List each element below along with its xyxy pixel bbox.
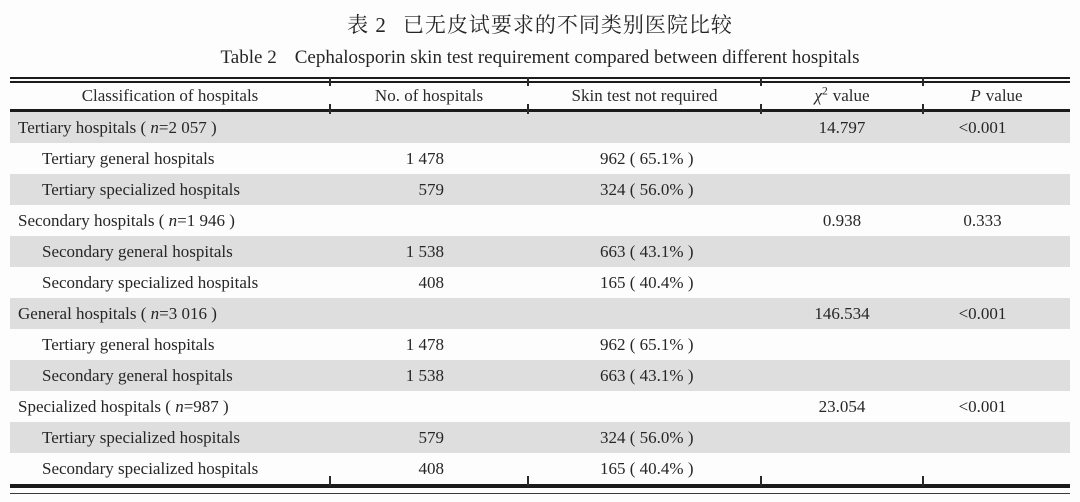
column-header-p — [923, 86, 1070, 106]
column-header-no-of-hospitals: No. of hospitals — [374, 86, 484, 105]
table-title-en — [0, 45, 1080, 70]
column-header-skin-test: Skin test not required — [571, 86, 718, 105]
table-rule-bottom — [10, 484, 1070, 488]
column-divider-tick — [760, 476, 762, 486]
column-divider-tick — [922, 77, 924, 86]
column-divider-tick — [527, 77, 529, 86]
row-n-symbol: n — [150, 303, 160, 323]
column-divider-tick — [329, 104, 331, 114]
table-number-en: Table 2 — [220, 47, 277, 68]
row-label: Secondary specialized hospitals — [42, 458, 259, 478]
table-title-zh — [0, 11, 1080, 39]
cell-classification — [10, 304, 330, 324]
table-row — [10, 205, 1070, 236]
row-label: Tertiary specialized hospitals — [42, 179, 241, 199]
row-label: Tertiary specialized hospitals — [42, 427, 241, 447]
cell-classification — [10, 397, 330, 417]
cell-no-of-hospitals: 1 538 — [405, 365, 444, 385]
table-caption-en: Cephalosporin skin test requirement compared between different hospitals — [294, 47, 860, 68]
row-label: Tertiary general hospitals — [42, 148, 215, 168]
table-row — [10, 453, 1070, 484]
cell-classification — [10, 428, 330, 448]
cell-no-of-hospitals: 408 — [418, 458, 444, 478]
table-number-zh: 表 2 — [347, 13, 387, 37]
chi-symbol: χ — [814, 86, 822, 105]
row-n-value: =987 ) — [183, 396, 229, 416]
column-header-chi2 — [761, 86, 923, 106]
cell-skin-test: 165 ( 40.4% ) — [600, 458, 694, 478]
cell-chi2: 146.534 — [814, 303, 870, 323]
row-n-symbol: n — [150, 117, 159, 137]
cell-classification — [10, 118, 330, 138]
table-row — [10, 267, 1070, 298]
table-row — [10, 236, 1070, 267]
row-n-value: =3 016 ) — [159, 303, 217, 323]
column-divider-tick — [329, 476, 331, 486]
table-rule-bottom-thin — [10, 493, 1070, 495]
row-label: Specialized hospitals ( — [18, 396, 176, 416]
row-label: Tertiary general hospitals — [42, 334, 215, 354]
column-header-classification: Classification of hospitals — [81, 86, 259, 105]
cell-classification — [10, 366, 330, 386]
cell-classification — [10, 211, 330, 231]
column-divider-tick — [760, 77, 762, 86]
row-label: Tertiary hospitals ( — [18, 117, 151, 137]
table-body — [10, 112, 1070, 484]
table-row — [10, 143, 1070, 174]
table-row — [10, 391, 1070, 422]
cell-skin-test: 324 ( 56.0% ) — [600, 427, 694, 447]
row-label: Secondary general hospitals — [42, 365, 233, 385]
cell-no-of-hospitals: 1 478 — [405, 148, 444, 168]
table-row — [10, 422, 1070, 453]
table-caption-zh: 已无皮试要求的不同类别医院比较 — [402, 13, 733, 37]
cell-classification — [10, 335, 330, 355]
column-divider-tick — [760, 104, 762, 114]
row-n-value: =2 057 ) — [158, 117, 217, 137]
p-symbol: P — [970, 86, 981, 105]
table-row — [10, 174, 1070, 205]
cell-p: <0.001 — [958, 117, 1007, 137]
table-row — [10, 329, 1070, 360]
cell-skin-test: 962 ( 65.1% ) — [600, 334, 694, 354]
data-table — [10, 77, 1070, 494]
row-label: Secondary hospitals ( — [18, 210, 169, 230]
cell-skin-test: 165 ( 40.4% ) — [600, 272, 694, 292]
column-divider-tick — [527, 476, 529, 486]
cell-p: <0.001 — [958, 396, 1007, 416]
row-label: General hospitals ( — [18, 303, 151, 323]
row-n-symbol: n — [175, 396, 184, 416]
cell-no-of-hospitals: 408 — [418, 272, 444, 292]
cell-skin-test: 663 ( 43.1% ) — [600, 241, 694, 261]
cell-p: 0.333 — [963, 210, 1002, 230]
cell-no-of-hospitals: 1 478 — [405, 334, 444, 354]
cell-classification — [10, 242, 330, 262]
cell-classification — [10, 149, 330, 169]
p-word: value — [985, 86, 1023, 105]
cell-skin-test: 324 ( 56.0% ) — [600, 179, 694, 199]
table-row — [10, 360, 1070, 391]
cell-no-of-hospitals: 579 — [418, 427, 444, 447]
chi-superscript: 2 — [821, 84, 828, 98]
column-divider-tick — [922, 476, 924, 486]
row-n-value: =1 946 ) — [177, 210, 235, 230]
cell-no-of-hospitals: 579 — [418, 179, 444, 199]
chi-word: value — [832, 86, 870, 105]
cell-classification — [10, 273, 330, 293]
cell-skin-test: 663 ( 43.1% ) — [600, 365, 694, 385]
cell-p: <0.001 — [958, 303, 1007, 323]
column-divider-tick — [527, 104, 529, 114]
row-label: Secondary specialized hospitals — [42, 272, 259, 292]
cell-chi2: 0.938 — [822, 210, 862, 230]
table-header-row — [10, 83, 1070, 109]
cell-chi2: 23.054 — [818, 396, 866, 416]
cell-no-of-hospitals: 1 538 — [405, 241, 444, 261]
row-n-symbol: n — [168, 210, 178, 230]
column-divider-tick — [329, 77, 331, 86]
column-divider-tick — [922, 104, 924, 114]
cell-classification — [10, 180, 330, 200]
table-row — [10, 298, 1070, 329]
row-label: Secondary general hospitals — [42, 241, 233, 261]
table-row — [10, 112, 1070, 143]
cell-chi2: 14.797 — [818, 117, 866, 137]
cell-skin-test: 962 ( 65.1% ) — [600, 148, 694, 168]
cell-classification — [10, 459, 330, 479]
